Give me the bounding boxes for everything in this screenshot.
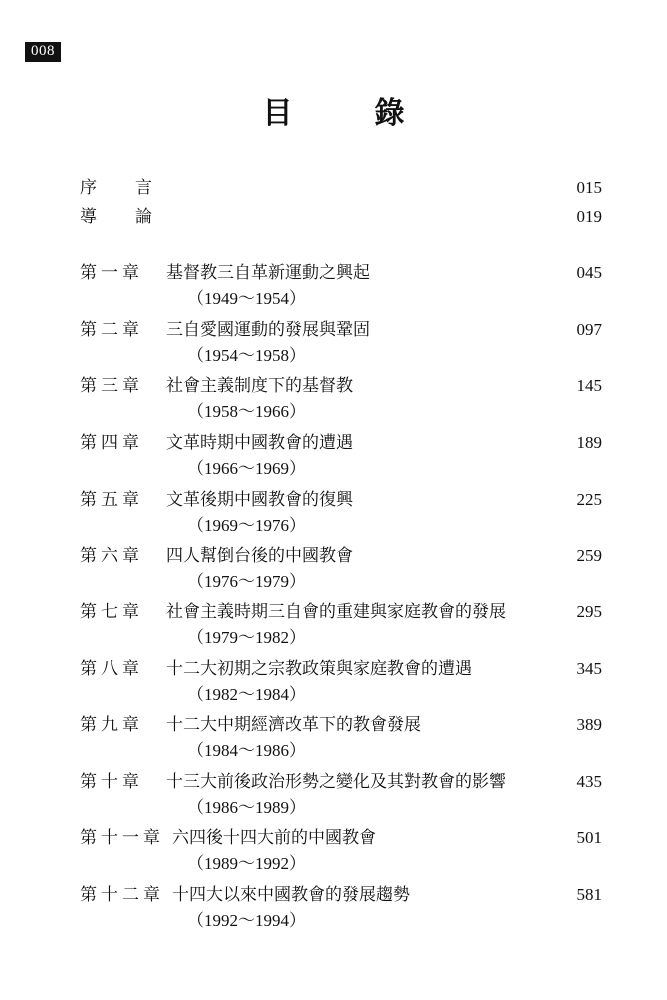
chapter-title: 三自愛國運動的發展與鞏固 xyxy=(166,320,370,340)
chapter-page-number: 145 xyxy=(576,376,602,395)
chapter-years: （1958～1966） xyxy=(187,402,306,421)
chapter-years: （1979～1982） xyxy=(187,628,306,647)
chapter-page-number: 501 xyxy=(576,828,602,847)
chapter-years: （1969～1976） xyxy=(187,516,306,535)
chapter-label: 第八章 xyxy=(80,659,143,679)
chapter-label: 第一章 xyxy=(80,263,143,283)
chapter-label: 第五章 xyxy=(80,490,143,510)
chapter-title: 六四後十四大前的中國教會 xyxy=(172,828,376,848)
chapter-title: 十三大前後政治形勢之變化及其對教會的影響 xyxy=(166,772,506,792)
chapter-years: （1986～1989） xyxy=(187,798,306,817)
chapter-title: 十二大中期經濟改革下的教會發展 xyxy=(166,715,421,735)
chapter-page-number: 225 xyxy=(576,490,602,509)
chapter-label: 第十二章 xyxy=(80,885,164,905)
chapter-page-number: 389 xyxy=(576,715,602,734)
chapter-title: 文革後期中國教會的復興 xyxy=(166,490,353,510)
chapter-label: 第四章 xyxy=(80,433,143,453)
chapter-label: 第十一章 xyxy=(80,828,164,848)
chapter-page-number: 045 xyxy=(576,263,602,282)
toc-title-char-1: 目 xyxy=(262,96,293,131)
chapter-title: 文革時期中國教會的遭遇 xyxy=(166,433,353,453)
chapter-page-number: 295 xyxy=(576,602,602,621)
chapter-label: 第九章 xyxy=(80,715,143,735)
chapter-years: （1976～1979） xyxy=(187,572,306,591)
chapter-title: 社會主義制度下的基督教 xyxy=(166,376,353,396)
entry-page-number: 019 xyxy=(576,207,602,226)
toc-title-char-2: 錄 xyxy=(374,96,405,131)
chapter-label: 第十章 xyxy=(80,772,143,792)
chapter-years: （1966～1969） xyxy=(187,459,306,478)
chapter-page-number: 259 xyxy=(576,546,602,565)
chapter-page-number: 435 xyxy=(576,772,602,791)
chapter-label: 第三章 xyxy=(80,376,143,396)
entry-label: 導論 xyxy=(80,207,190,227)
chapter-years: （1982～1984） xyxy=(187,685,306,704)
chapter-page-number: 345 xyxy=(576,659,602,678)
entry-page-number: 015 xyxy=(576,178,602,197)
chapter-page-number: 189 xyxy=(576,433,602,452)
chapter-years: （1992～1994） xyxy=(187,911,306,930)
chapter-years: （1954～1958） xyxy=(187,346,306,365)
chapter-years: （1984～1986） xyxy=(187,741,306,760)
chapter-title: 四人幫倒台後的中國教會 xyxy=(166,546,353,566)
chapter-label: 第七章 xyxy=(80,602,143,622)
chapter-years: （1949～1954） xyxy=(187,289,306,308)
chapter-years: （1989～1992） xyxy=(187,854,306,873)
chapter-title: 基督教三自革新運動之興起 xyxy=(166,263,370,283)
chapter-title: 社會主義時期三自會的重建與家庭教會的發展 xyxy=(166,602,506,622)
chapter-page-number: 581 xyxy=(576,885,602,904)
chapter-title: 十四大以來中國教會的發展趨勢 xyxy=(172,885,410,905)
chapter-label: 第二章 xyxy=(80,320,143,340)
toc-title xyxy=(0,88,667,132)
chapter-title: 十二大初期之宗教政策與家庭教會的遭遇 xyxy=(166,659,472,679)
page-number: 008 xyxy=(25,42,61,62)
entry-label: 序言 xyxy=(80,178,190,198)
chapter-page-number: 097 xyxy=(576,320,602,339)
chapter-label: 第六章 xyxy=(80,546,143,566)
